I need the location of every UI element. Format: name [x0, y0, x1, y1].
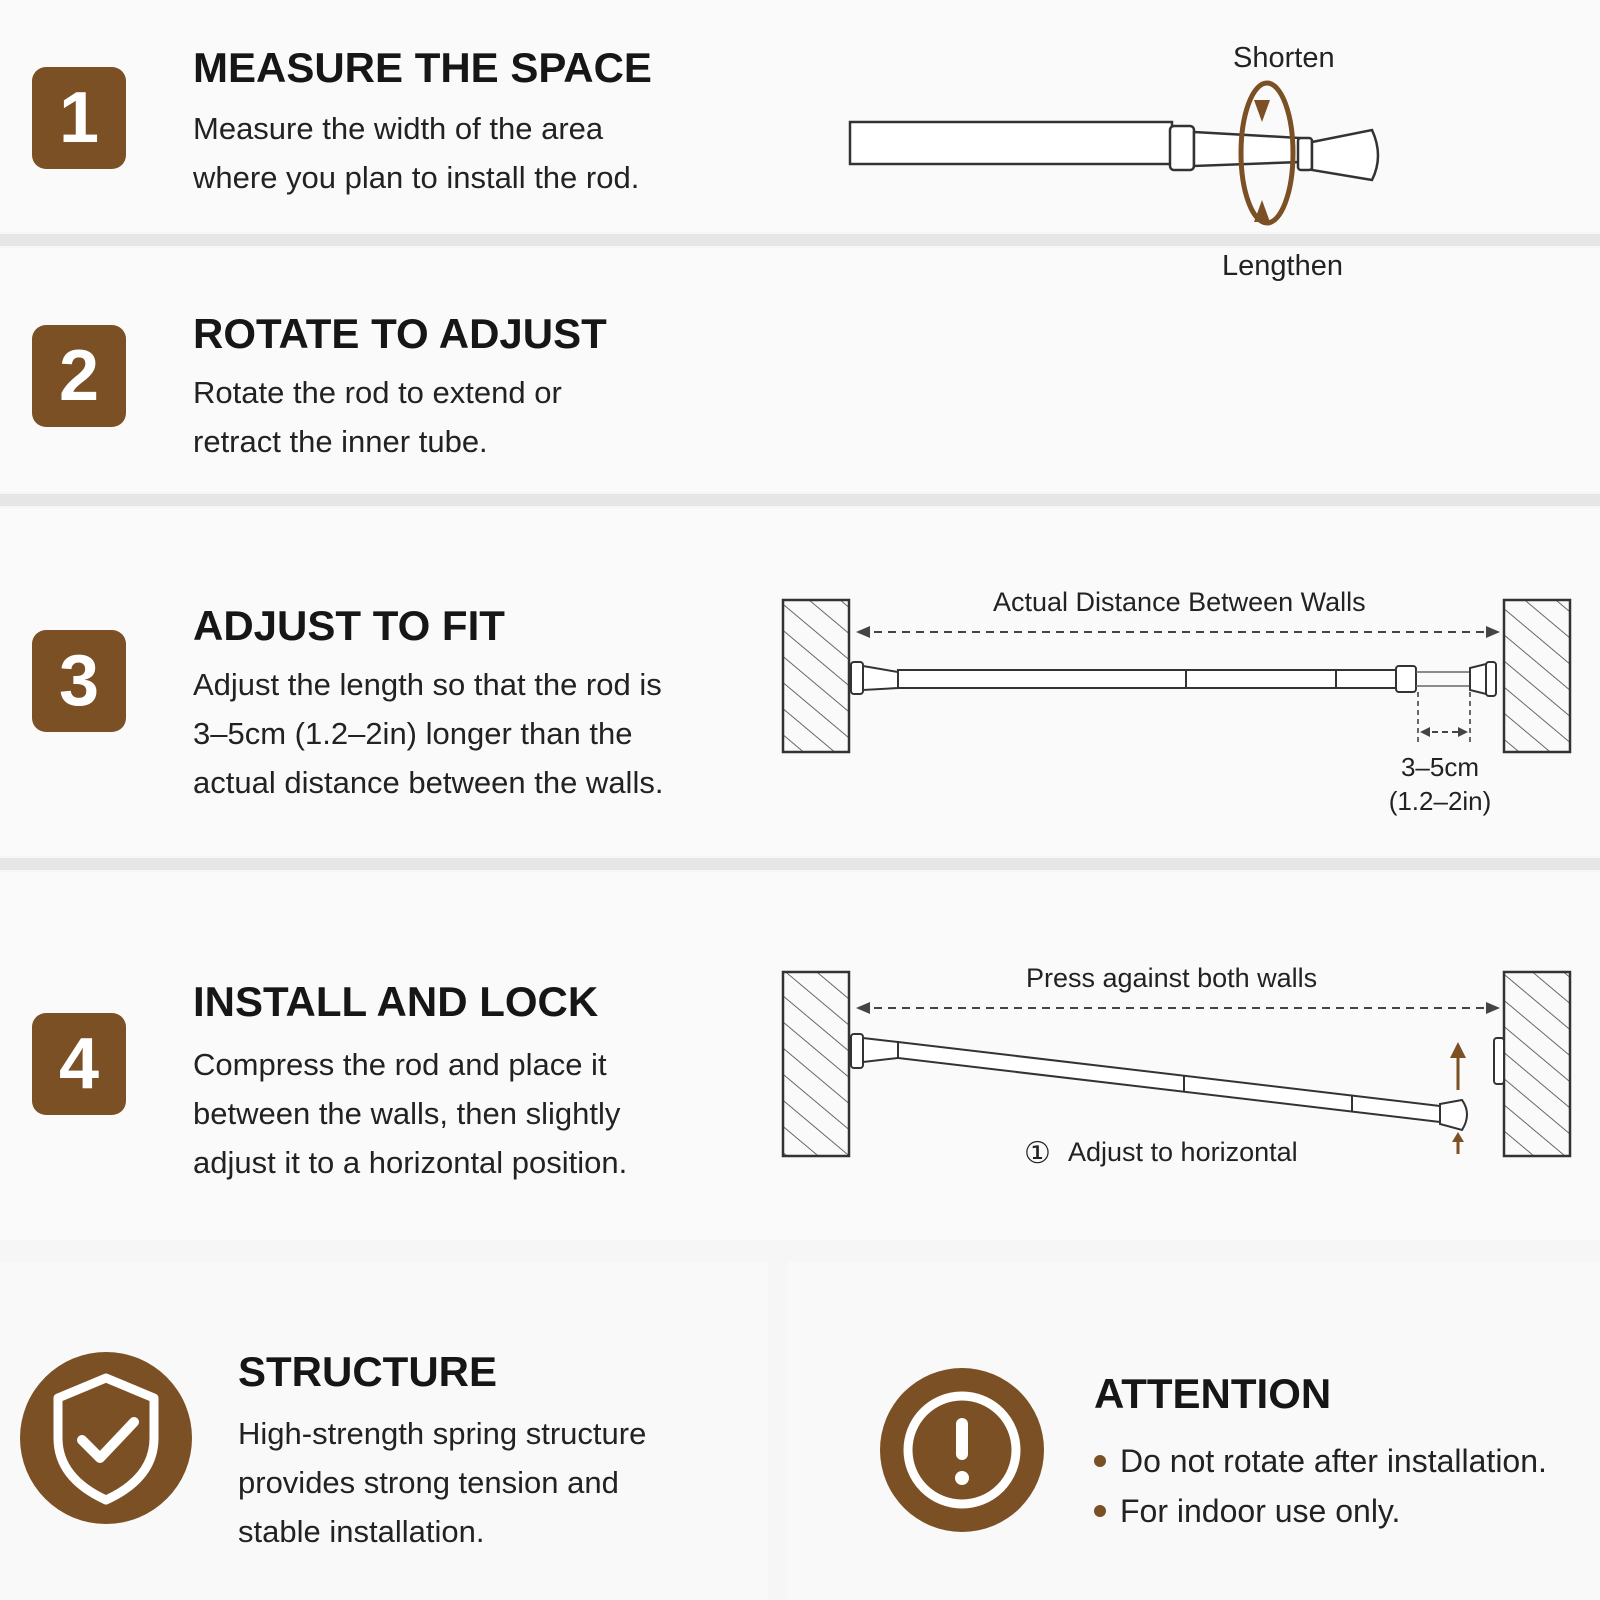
attention-icon-circle	[880, 1368, 1044, 1532]
install-rod-left-flare	[863, 1038, 898, 1062]
install-right-wall	[1504, 972, 1570, 1156]
step-3-line-2: 3–5cm (1.2–2in) longer than the	[193, 716, 633, 751]
step-4-title: INSTALL AND LOCK	[193, 978, 599, 1025]
step-2-line-2: retract the inner tube.	[193, 424, 488, 459]
step-4-line-3: adjust it to a horizontal position.	[193, 1145, 628, 1180]
attention-item: Do not rotate after installation.	[1094, 1436, 1547, 1486]
step-4-line-1: Compress the rod and place it	[193, 1047, 607, 1082]
attention-title: ATTENTION	[1094, 1370, 1332, 1417]
structure-title: STRUCTURE	[238, 1348, 497, 1395]
step-1-line-2: where you plan to install the rod.	[193, 160, 640, 195]
structure-line-2: provides strong tension and	[238, 1465, 619, 1500]
lift-arrow-up-icon	[1450, 1042, 1466, 1058]
bullet-dot-icon	[1094, 1455, 1106, 1467]
adjust-horizontal-label: Adjust to horizontal	[1068, 1137, 1298, 1167]
shield-check-icon	[20, 1352, 192, 1524]
install-rod-body	[898, 1042, 1440, 1122]
step-1-line-1: Measure the width of the area	[193, 111, 604, 146]
shorten-label: Shorten	[1233, 42, 1335, 74]
structure-line-3: stable installation.	[238, 1514, 485, 1549]
lift-arrow-small-icon	[1452, 1132, 1464, 1142]
step-4-line-2: between the walls, then slightly	[193, 1096, 621, 1131]
bullet-dot-icon	[1094, 1505, 1106, 1517]
step-3-title: ADJUST TO FIT	[193, 602, 505, 649]
press-arrow-left	[856, 1002, 870, 1014]
press-arrow-right	[1486, 1002, 1500, 1014]
attention-item: For indoor use only.	[1094, 1486, 1547, 1536]
adjust-step-marker: ①	[1024, 1137, 1051, 1170]
install-right-plate	[1494, 1038, 1504, 1084]
press-walls-label: Press against both walls	[1026, 963, 1318, 993]
structure-description	[238, 1409, 646, 1556]
step-1-number: 1	[58, 78, 100, 158]
exclamation-icon	[880, 1368, 1044, 1532]
extra-length-cm: 3–5cm	[1400, 752, 1480, 782]
step-4-number: 4	[58, 1024, 100, 1104]
install-rod-left-cap	[851, 1034, 863, 1068]
attention-list	[1094, 1436, 1547, 1536]
install-rod-right-cap	[1440, 1100, 1467, 1130]
step-3-number: 3	[58, 641, 100, 721]
step-2-line-1: Rotate the rod to extend or	[193, 375, 562, 410]
step-3-line-3: actual distance between the walls.	[193, 765, 664, 800]
step-2-title: ROTATE TO ADJUST	[193, 310, 607, 357]
lengthen-label: Lengthen	[1222, 250, 1343, 282]
actual-distance-label: Actual Distance Between Walls	[993, 587, 1366, 617]
install-left-wall	[783, 972, 849, 1156]
structure-icon-circle	[20, 1352, 192, 1524]
structure-line-1: High-strength spring structure	[238, 1416, 647, 1451]
step-3-line-1: Adjust the length so that the rod is	[193, 667, 662, 702]
extra-length-in: (1.2–2in)	[1388, 786, 1492, 816]
step-2-number: 2	[58, 336, 100, 416]
step-1-title: MEASURE THE SPACE	[193, 44, 652, 91]
